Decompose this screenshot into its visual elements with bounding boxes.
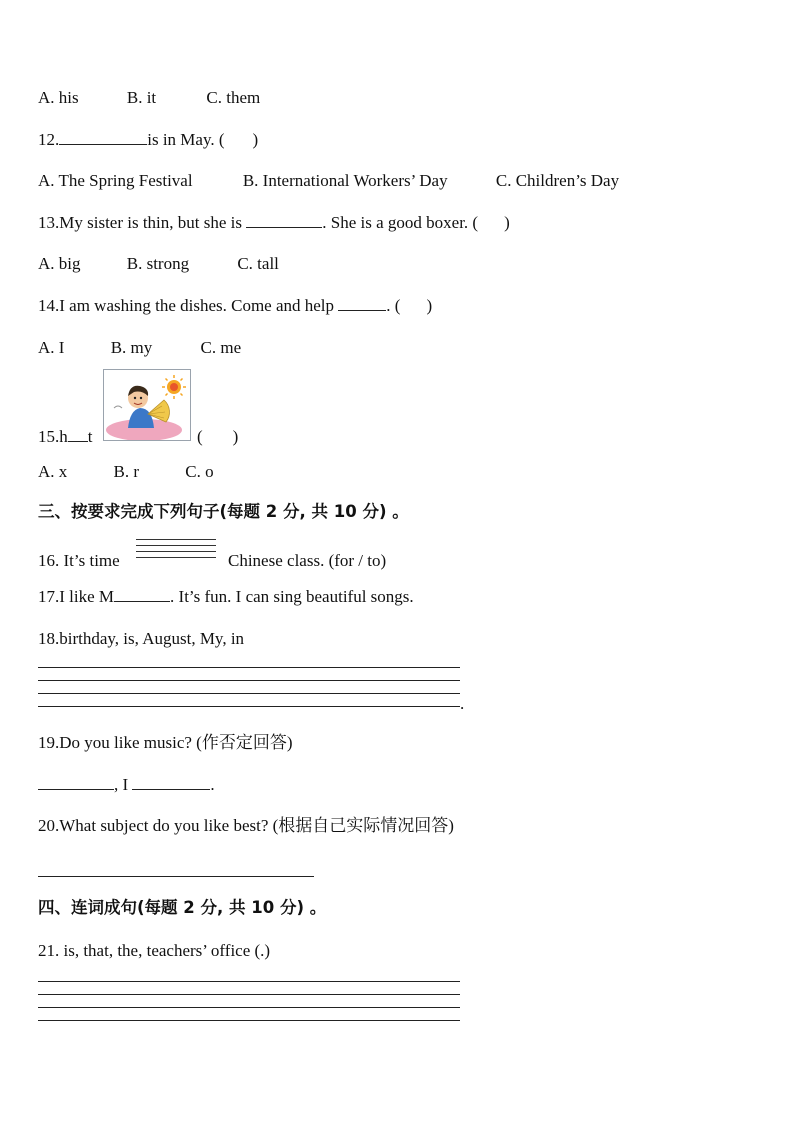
q21-answer-line-4[interactable] — [38, 1020, 460, 1021]
q19-comma: , I — [114, 775, 129, 794]
section-4-heading: 四、连词成句(每题 2 分, 共 10 分) 。 — [38, 898, 327, 917]
q19-answer — [38, 775, 215, 795]
q11-option-a: A. his — [38, 88, 79, 107]
q13-options — [38, 254, 279, 274]
q16-suffix: Chinese class. (for / to) — [228, 551, 387, 570]
q12-blank[interactable] — [59, 130, 147, 145]
q16-answer-lines[interactable] — [136, 539, 216, 563]
q14-option-b: B. my — [110, 338, 153, 357]
q14-blank[interactable] — [338, 296, 386, 311]
q13-suffix: . She is a good boxer. ( — [322, 213, 479, 232]
q15-options — [38, 462, 214, 482]
q12-close: ) — [252, 130, 259, 149]
q15-stem — [38, 427, 92, 447]
q14-prefix: 14.I am washing the dishes. Come and help — [38, 296, 335, 315]
q13-blank[interactable] — [246, 213, 322, 228]
q12-options — [38, 171, 619, 191]
q13-option-a: A. big — [38, 254, 81, 273]
q15-prefix: 15.h — [38, 427, 68, 446]
q17-prefix: 17.I like M — [38, 587, 115, 606]
q11-option-b: B. it — [126, 88, 157, 107]
q14-stem — [38, 296, 432, 316]
q17-blank[interactable] — [114, 587, 170, 602]
q21-answer-line-3[interactable] — [38, 1007, 460, 1008]
section-3-heading: 三、按要求完成下列句子(每题 2 分, 共 10 分) 。 — [38, 502, 409, 521]
q16-prefix: 16. It’s time — [38, 551, 120, 570]
q19-blank-2[interactable] — [132, 775, 210, 790]
q21-answer-line-2[interactable] — [38, 994, 460, 995]
q13-option-c: C. tall — [237, 254, 279, 273]
q14-suffix: . ( — [386, 296, 401, 315]
q20-text: 20.What subject do you like best? (根据自己实际情况回答) — [38, 816, 454, 835]
q12-option-c: C. Children’s Day — [495, 171, 620, 190]
q18-answer-line-3[interactable] — [38, 693, 460, 694]
q20-answer-line[interactable] — [38, 876, 314, 877]
q19-period: . — [210, 775, 215, 794]
q15-blank[interactable] — [68, 427, 88, 442]
q13-close: ) — [504, 213, 510, 232]
q13-stem — [38, 213, 510, 233]
q15-option-c: C. o — [185, 462, 214, 481]
q15-paren-close: ) — [232, 427, 239, 446]
q15-paren — [197, 427, 238, 447]
q13-prefix: 13.My sister is thin, but she is — [38, 213, 243, 232]
q19-blank-1[interactable] — [38, 775, 114, 790]
q15-paren-open: ( — [197, 427, 203, 446]
q14-options — [38, 338, 241, 358]
q12-option-a: A. The Spring Festival — [38, 171, 193, 190]
q11-options — [38, 88, 260, 108]
q21-text: 21. is, that, the, teachers’ office (.) — [38, 941, 271, 960]
q12-option-b: B. International Workers’ Day — [242, 171, 448, 190]
q15-option-a: A. x — [38, 462, 68, 481]
q14-option-a: A. I — [38, 338, 65, 357]
q14-option-c: C. me — [200, 338, 242, 357]
q18-answer-line-2[interactable] — [38, 680, 460, 681]
q19-text: 19.Do you like music? (作否定回答) — [38, 733, 293, 752]
q12-text: is in May. ( — [147, 130, 225, 149]
q21-answer-line-1[interactable] — [38, 981, 460, 982]
q18-end-mark: . — [460, 694, 465, 713]
q17-suffix: . It’s fun. I can sing beautiful songs. — [170, 587, 414, 606]
q12-stem — [38, 130, 258, 150]
q18-answer-line-4[interactable] — [38, 706, 460, 707]
q17-stem — [38, 587, 414, 607]
q15-option-b: B. r — [113, 462, 140, 481]
q18-text: 18.birthday, is, August, My, in — [38, 629, 245, 648]
q12-number: 12. — [38, 130, 60, 149]
q13-option-b: B. strong — [126, 254, 190, 273]
q11-option-c: C. them — [206, 88, 261, 107]
q14-close: ) — [426, 296, 433, 315]
q18-answer-line-1[interactable] — [38, 667, 460, 668]
q15-suffix: t — [87, 427, 93, 446]
boy-with-fan-and-sun-icon — [103, 369, 191, 441]
